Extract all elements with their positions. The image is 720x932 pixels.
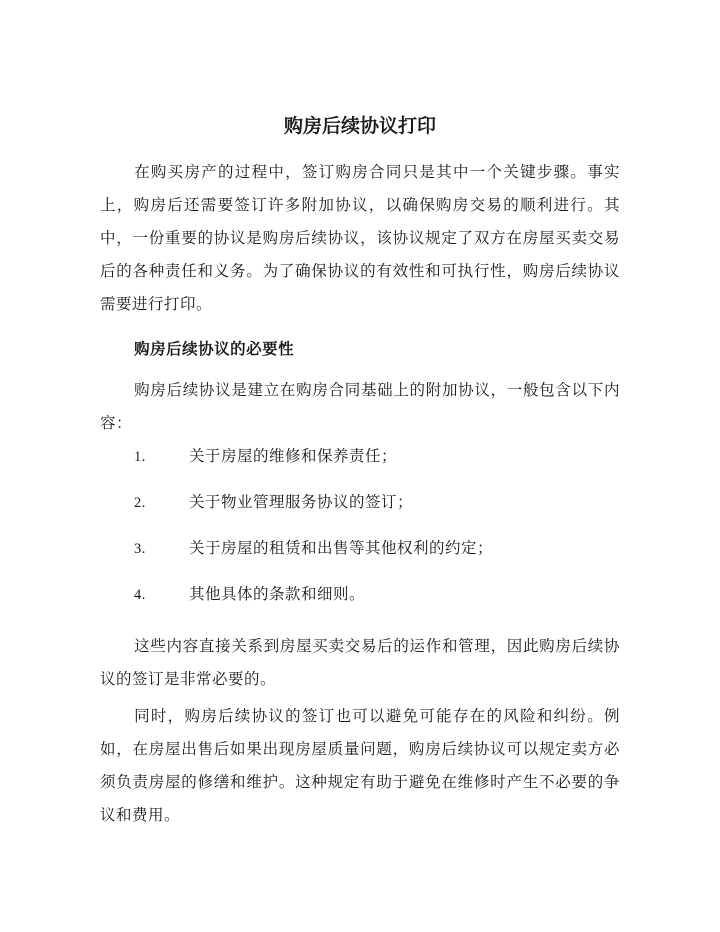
list-number: 1. [134,449,146,465]
paragraph-intro: 在购买房产的过程中，签订购房合同只是其中一个关键步骤。事实上，购房后还需要签订许多附加协议，以确保购房交易的顺利进行。其中，一份重要的协议是购房后续协议，该协议规定了双方在房屋买卖交易后的各种责任和义务。为了确保协议的有效性和可执行性，购房后续协议需要进行打印。 [100,164,620,313]
list-item-text: 关于房屋的租赁和出售等其他权利的约定； [189,540,494,557]
paragraph-risk: 同时，购房后续协议的签订也可以避免可能存在的风险和纠纷。例如，在房屋出售后如果出现房屋质量问题，购房后续协议可以规定卖方必须负责房屋的修缮和维护。这种规定有助于避免在维修时产生不必要的争议和费用。 [100,708,620,824]
list-item [100,538,620,560]
ordered-list [100,446,620,606]
list-item-text: 关于房屋的维修和保养责任； [189,448,398,465]
list-item [100,584,620,606]
list-number: 3. [134,541,146,557]
list-item [100,492,620,514]
list-item-text: 其他具体的条款和细则。 [189,586,366,603]
list-item-text: 关于物业管理服务协议的签订； [189,494,414,511]
section-heading-necessity: 购房后续协议的必要性 [134,341,295,358]
list-number: 2. [134,495,146,511]
document-title: 购房后续协议打印 [283,116,436,137]
paragraph-list-intro: 购房后续协议是建立在购房合同基础上的附加协议，一般包含以下内容： [100,382,620,432]
paragraph-conclusion: 这些内容直接关系到房屋买卖交易后的运作和管理，因此购房后续协议的签订是非常必要的。 [100,638,620,688]
list-item [100,446,620,468]
list-number: 4. [134,587,146,603]
